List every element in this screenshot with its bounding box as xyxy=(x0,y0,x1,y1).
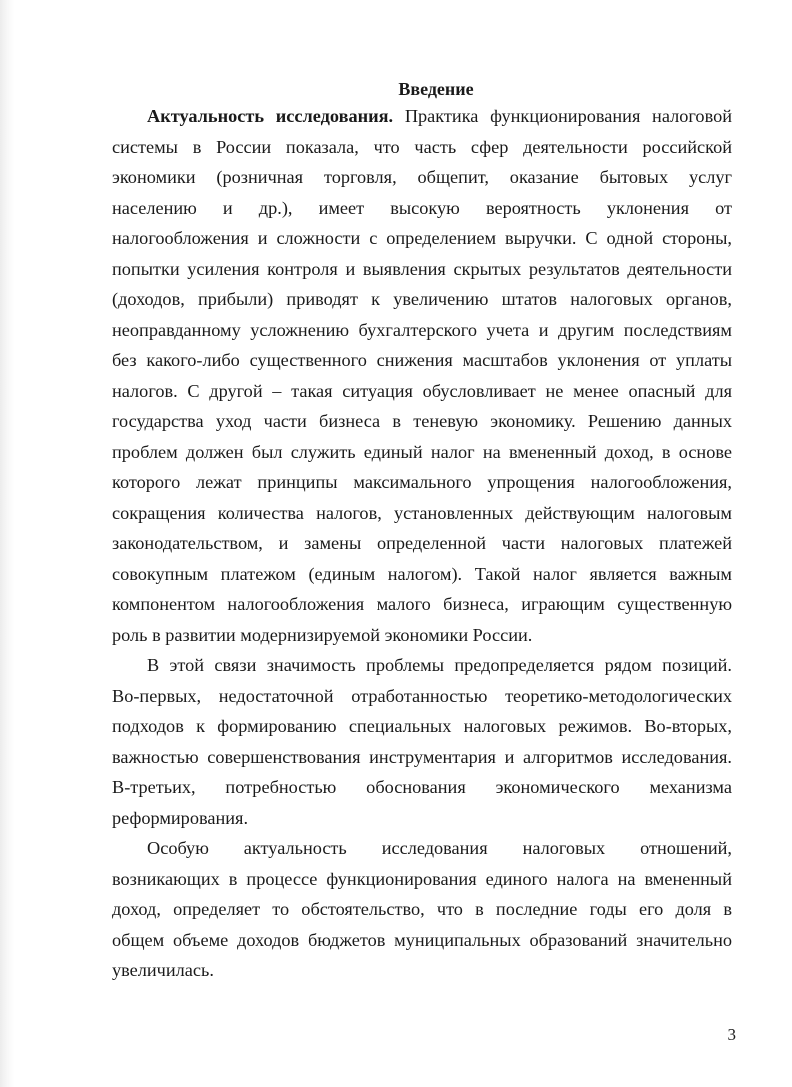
paragraph-1-line-17: компонентом налогообложения малого бизнеса, играющим существенную xyxy=(112,594,732,614)
paragraph-1-line-14: сокращения количества налогов, установленных действующим налоговым xyxy=(112,502,732,523)
paragraph-2-line-1: В этой связи значимость проблемы предопределяется рядом позиций. xyxy=(147,655,732,675)
paragraph-1-line-6: попытки усиления контроля и выявления скрытых результатов деятельности xyxy=(112,258,732,279)
paragraph-1-line-1-text: Практика функционирования налоговой xyxy=(393,106,732,126)
paragraph-2-line-4: важностью совершенствования инструментария и алгоритмов исследования. xyxy=(112,746,732,767)
paragraph-1-line-5: налогообложения и сложности с определением выручки. С одной стороны, xyxy=(112,228,732,248)
paragraph-3-line-1: Особую актуальность исследования налоговых отношений, xyxy=(147,838,732,858)
paragraph-3-line-3: доход, определяет то обстоятельство, что в последние годы его доля в xyxy=(112,899,732,919)
paragraph-1-line-16: совокупным платежом (единым налогом). Такой налог является важным xyxy=(112,563,732,584)
paragraph-1-line-13: которого лежат принципы максимального упрощения налогообложения, xyxy=(112,472,732,492)
paragraph-1-line-2: системы в России показала, что часть сфер деятельности российской xyxy=(112,136,732,157)
paragraph-1-line-15: законодательством, и замены определенной части налоговых платежей xyxy=(112,533,732,553)
page-number: 3 xyxy=(727,1025,736,1044)
paragraph-lead: Актуальность исследования. xyxy=(147,106,394,126)
paragraph-3-line-2: возникающих в процессе функционирования единого налога на вмененный xyxy=(112,868,732,889)
paragraph-2-line-6: реформирования. xyxy=(112,807,249,828)
paragraph-2-line-3: подходов к формированию специальных налоговых режимов. Во-вторых, xyxy=(112,716,732,736)
paragraph-1-line-1 xyxy=(112,101,732,132)
paragraph-1-line-4: населению и др.), имеет высокую вероятность уклонения от xyxy=(112,197,732,218)
paragraph-1-line-11: государства уход части бизнеса в теневую экономику. Решению данных xyxy=(112,411,732,431)
paragraph-3-line-4: общем объеме доходов бюджетов муниципальных образований значительно xyxy=(112,929,732,950)
paragraph-3-line-5: увеличилась. xyxy=(112,960,214,980)
paragraph-1-line-3: экономики (розничная торговля, общепит, оказание бытовых услуг xyxy=(112,167,732,187)
paragraph-1-line-12: проблем должен был служить единый налог на вмененный доход, в основе xyxy=(112,441,732,462)
paragraph-1-line-10: налогов. С другой – такая ситуация обусловливает не менее опасный для xyxy=(112,380,732,401)
paragraph-1-line-9: без какого-либо существенного снижения масштабов уклонения от уплаты xyxy=(112,350,732,370)
paragraph-2-line-2: Во-первых, недостаточной отработанностью теоретико-методологических xyxy=(112,685,732,706)
page-heading: Введение xyxy=(398,79,474,99)
body-text xyxy=(112,101,732,986)
paragraph-1-line-8: неоправданному усложнению бухгалтерского учета и другим последствиям xyxy=(112,319,732,340)
paragraph-1-line-7: (доходов, прибыли) приводят к увеличению штатов налоговых органов, xyxy=(112,289,732,309)
paragraph-1-line-18: роль в развитии модернизируемой экономики России. xyxy=(112,624,533,645)
paragraph-2-line-5: В-третьих, потребностью обоснования экономического механизма xyxy=(112,777,732,797)
